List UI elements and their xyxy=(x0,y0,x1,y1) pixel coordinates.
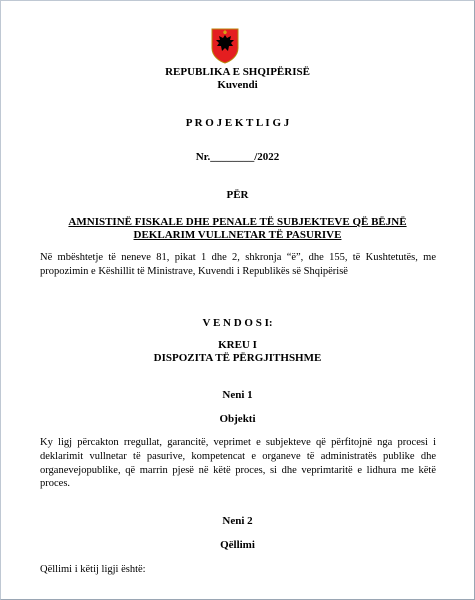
article-1-number: Neni 1 xyxy=(222,389,253,401)
article-1-text: Ky ligj përcakton rregullat, garancitë, veprimet e subjekteve që përfitojnë nga procesi i deklarimit vullnetar të pasurive, kompetencat e organeve të administratës publike dhe organevejopublike, që marrin pjesë në këtë proces, si dhe veprimtaritë e lidhura me këtë proces. xyxy=(40,437,436,490)
assembly-name: Kuvendi xyxy=(217,79,258,91)
preamble-paragraph: Në mbështetje të neneve 81, pikat 1 dhe 2, shkronja “ë”, dhe 155, të Kushtetutës, me propozimin e Këshillit të Ministrave, Kuvendi i Republikës së Shqipërisë xyxy=(40,252,436,277)
albanian-coat-of-arms-icon xyxy=(210,28,240,64)
article-2-number: Neni 2 xyxy=(222,515,253,527)
decides-heading: V E N D O S I: xyxy=(202,317,273,329)
law-title-line-2: DEKLARIM VULLNETAR TË PASURIVE xyxy=(133,229,342,241)
law-number: Nr.________/2022 xyxy=(195,151,280,163)
law-title-line-1: AMNISTINË FISKALE DHE PENALE TË SUBJEKTEVE QË BËJNË xyxy=(68,216,407,228)
document-type: P R O J E K T L I G J xyxy=(185,117,290,129)
article-1-title: Objekti xyxy=(219,413,256,425)
per-heading: PËR xyxy=(226,189,249,201)
article-2-title: Qëllimi xyxy=(220,539,255,551)
republic-name: REPUBLIKA E SHQIPËRISË xyxy=(165,66,310,78)
chapter-number: KREU I xyxy=(218,339,257,351)
chapter-title: DISPOZITA TË PËRGJITHSHME xyxy=(153,352,322,364)
article-2-text: Qëllimi i këtij ligji është: xyxy=(40,564,146,575)
